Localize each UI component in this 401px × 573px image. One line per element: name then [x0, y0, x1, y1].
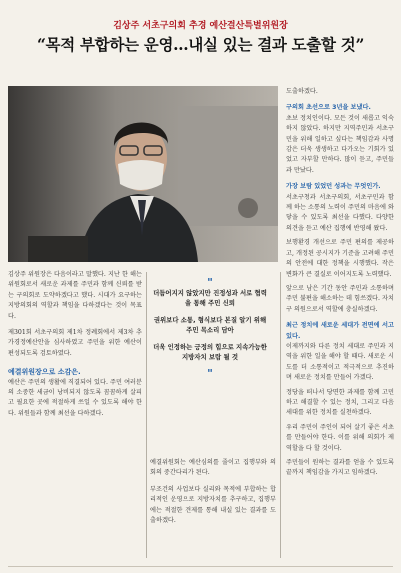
quote-mark-close-icon: ": [207, 367, 213, 380]
answer-1: 초보 정치인이다. 모든 것이 새롭고 익숙하지 않았다. 하지만 지역주민과 서초구민을 위해 일하고 싶다는 책임감과 사명감은 더욱 생생하고 다가오는 기회가 있었고 자부할 만하다. 많이 듣고, 주민들과 만났다.: [286, 114, 394, 174]
center-paragraph-2: 부조건의 사업보다 실리와 목적에 부합하는 합리적인 운영으로 지방자치를 추구하고, 집행부에는 적절한 견제를 통해 내실 있는 결과를 도출하겠다.: [150, 485, 276, 525]
answer-8: 주민들이 원하는 결과를 얻을 수 있도록 끝까지 책임감을 가지고 임하겠다.: [286, 459, 394, 477]
left-subhead: 예결위원장으로 소감은.: [8, 368, 81, 377]
pull-quote-box: [150, 278, 270, 450]
center-paragraph-1: 예결위원회는 예산심의를 줄이고 집행부와 의회의 중간다리가 된다.: [150, 459, 276, 477]
center-bottom-column: [150, 458, 276, 562]
answer-6: 정당을 떠나서 당면한 과제를 함께 고민하고 해결할 수 있는 정치, 그리고 다음 세대를 위한 정치를 실천하겠다.: [286, 388, 394, 417]
left-paragraph-3: 예산은 주민의 생활에 직결되어 있다. 주민 여러분의 소중한 세금이 낭비되지 않도록 꼼꼼하게 살피고 필요한 곳에 적절하게 쓰일 수 있도록 해야 한다. 위원들과 함께 최선을 다하겠다.: [8, 378, 142, 417]
article-photo: [8, 86, 278, 262]
answer-4: 앞으로 남은 기간 동안 주민과 소통하며 주민 불편을 해소하는 데 힘쓰겠다. 자치구 의원으로서 역할에 충실하겠다.: [286, 284, 394, 313]
question-3: 최근 정치에 새로운 세대가 전면에 서고 있다.: [286, 322, 394, 340]
photo-icon: [8, 86, 278, 262]
headline: “목적 부합하는 운영…내실 있는 결과 도출할 것”: [36, 35, 365, 54]
pull-quote-2: 권위보다 소통, 형식보다 본질 알기 위해 주민 목소리 담아: [153, 316, 267, 334]
left-column: [8, 270, 142, 560]
question-1: 구의회 초선으로 3년을 보냈다.: [286, 104, 371, 112]
right-intro: 도출하겠다.: [286, 88, 318, 95]
kicker-text: 김상주 서초구의회 추경 예산결산특별위원장: [113, 21, 288, 31]
bottom-rule: [8, 566, 393, 567]
column-divider-right: [280, 272, 281, 558]
left-paragraph-1: 김상주 위원장은 다음이라고 말했다. 지난 한 해는 위원회로서 새로운 과제를 주민과 함께 신뢰를 받는 구의회로 도약하겠다고 했다. 시대가 요구하는 지방의회의 역할과 책임을 다하겠다는 것이 목표다.: [8, 271, 142, 320]
quote-mark-icon: ": [207, 276, 213, 289]
answer-2: 서초구청과 서초구의회, 서초구민과 함께 하는 소통의 노력이 주민의 마음에 와닿을 수 있도록 최선을 다했다. 다양한 의견을 듣고 예산 집행에 반영해 왔다.: [286, 193, 394, 232]
right-column: [286, 87, 394, 563]
question-2: 가장 보람 있었던 성과는 무엇인가.: [286, 183, 381, 191]
pull-quote-3: 더욱 인정하는 긍정의 힘으로 지속가능한 지방자치 보람 될 것: [153, 343, 267, 361]
left-paragraph-2: 제301회 서초구의회 제1차 정례회에서 제3차 추가경정예산안을 심사하였고 주민을 위한 예산이 편성되도록 검토하였다.: [8, 329, 142, 357]
pull-quote-1: 더듬어지지 않았지만 진정성과 서로 협력을 통해 주민 신뢰: [153, 289, 267, 307]
kicker: [0, 18, 401, 31]
answer-3: 보행환경 개선으로 주민 편의를 제공하고, 개정된 공시지가 기준을 고려해 주민의 안전에 대한 정책을 시행했다. 작은 변화가 큰 결실로 이어지도록 노력했다.: [286, 239, 394, 278]
answer-5: 이제까지와 다른 정치 세대로 주민과 지역을 위한 일을 해야 할 때다. 새로운 시도를 더 소통적이고 적극적으로 추진하며 새로운 정치를 만들어 가겠다.: [286, 342, 394, 382]
column-divider-left: [146, 272, 147, 558]
answer-7: 우리 주민이 주인이 되어 살기 좋은 서초를 만들어야 한다. 이를 위해 의회가 제 역할을 다 할 것이다.: [286, 423, 394, 452]
